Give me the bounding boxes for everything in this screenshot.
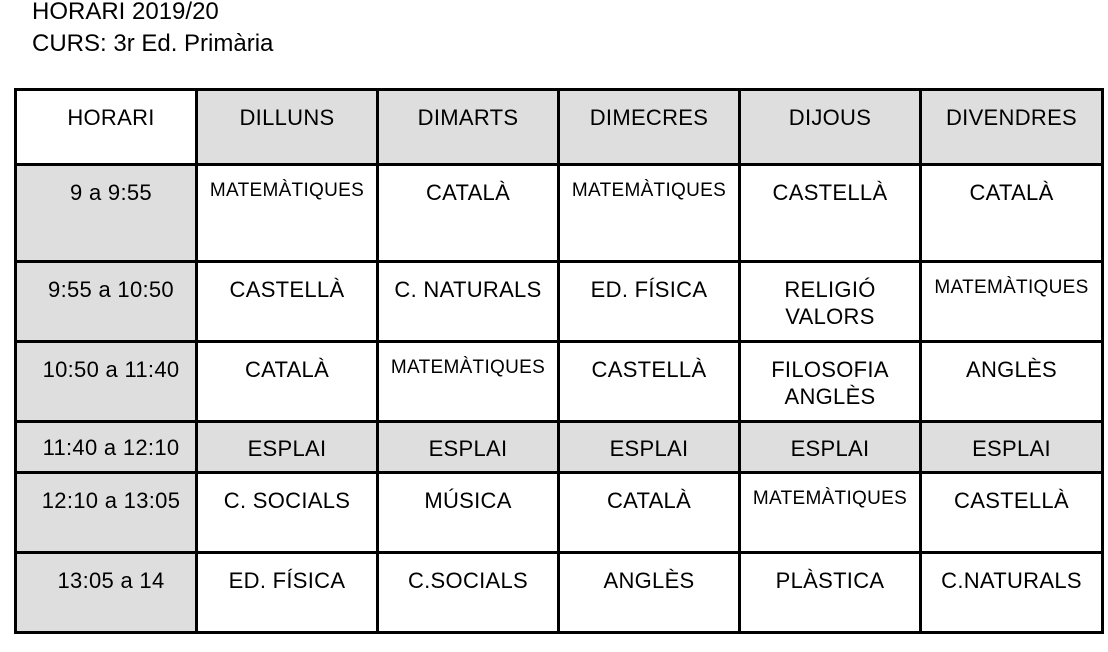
subject-name: CATALÀ — [425, 180, 511, 205]
subject-cell — [559, 262, 740, 342]
header-row — [16, 90, 1103, 165]
subject-cell — [921, 422, 1103, 473]
subject-name: C. SOCIALS — [223, 488, 351, 513]
subject-cell — [921, 262, 1103, 342]
subject-cell — [197, 342, 378, 422]
subject-name: MATEMÀTIQUES — [390, 357, 546, 378]
subject-cell — [559, 422, 740, 473]
document-header — [32, 0, 273, 60]
subject-name: ED. FÍSICA — [228, 568, 346, 593]
subject-cell — [740, 422, 921, 473]
subject-name: ESPLAI — [247, 436, 327, 461]
subject-cell — [197, 422, 378, 473]
subject-name: ESPLAI — [428, 436, 508, 461]
day-header: DIVENDRES — [921, 90, 1103, 165]
subject-name: C. NATURALS — [394, 277, 542, 302]
subject-name: FILOSOFIA — [771, 357, 889, 382]
subject-cell — [740, 165, 921, 262]
schedule-title: HORARI 2019/20 — [32, 0, 219, 25]
subject-name: ANGLÈS — [784, 384, 876, 409]
subject-name: CATALÀ — [244, 357, 330, 382]
subject-cell — [921, 342, 1103, 422]
subject-cell — [378, 342, 559, 422]
subject-name: CASTELLÀ — [954, 488, 1069, 513]
time-slot: 9 a 9:55 — [16, 165, 197, 262]
subject-cell — [378, 262, 559, 342]
subject-cell — [559, 165, 740, 262]
subject-name: ANGLÈS — [603, 568, 695, 593]
subject-name: CATALÀ — [606, 488, 692, 513]
subject-name: CATALÀ — [969, 180, 1054, 205]
course-label: CURS: 3r Ed. Primària — [32, 30, 274, 57]
subject-cell — [378, 473, 559, 553]
subject-name: C.NATURALS — [941, 568, 1082, 593]
subject-cell — [378, 553, 559, 633]
subject-name: CASTELLÀ — [591, 357, 707, 382]
time-slot: 10:50 a 11:40 — [16, 342, 197, 422]
subject-name: ESPLAI — [609, 436, 689, 461]
subject-cell — [559, 342, 740, 422]
time-slot: 13:05 a 14 — [16, 553, 197, 633]
subject-cell — [197, 165, 378, 262]
subject-name: CASTELLÀ — [772, 180, 888, 205]
period-row — [16, 262, 1103, 342]
subject-cell — [921, 473, 1103, 553]
subject-name: ED. FÍSICA — [590, 277, 708, 302]
day-header: DIJOUS — [740, 90, 921, 165]
subject-name: MATEMÀTIQUES — [209, 180, 365, 201]
subject-cell — [197, 473, 378, 553]
subject-cell — [197, 262, 378, 342]
subject-name: PLÀSTICA — [775, 568, 885, 593]
subject-cell — [740, 342, 921, 422]
subject-cell — [740, 473, 921, 553]
subject-name: ESPLAI — [790, 436, 870, 461]
subject-name: MÚSICA — [424, 488, 512, 513]
corner-label: HORARI — [16, 90, 197, 165]
subject-name: MATEMÀTIQUES — [752, 488, 908, 509]
subject-cell — [559, 553, 740, 633]
subject-name: VALORS — [785, 304, 875, 329]
time-slot: 9:55 a 10:50 — [16, 262, 197, 342]
time-slot: 12:10 a 13:05 — [16, 473, 197, 553]
subject-name: C.SOCIALS — [407, 568, 529, 593]
day-header: DIMARTS — [378, 90, 559, 165]
period-row — [16, 342, 1103, 422]
subject-name: RELIGIÓ — [784, 277, 876, 302]
subject-name: CASTELLÀ — [229, 277, 345, 302]
subject-name: MATEMÀTIQUES — [934, 277, 1089, 298]
subject-cell — [740, 553, 921, 633]
period-row — [16, 473, 1103, 553]
subject-name: ESPLAI — [972, 436, 1051, 461]
subject-cell — [921, 165, 1103, 262]
subject-cell — [378, 422, 559, 473]
period-row — [16, 165, 1103, 262]
subject-name: ANGLÈS — [965, 357, 1058, 382]
subject-cell — [197, 553, 378, 633]
day-header: DIMECRES — [559, 90, 740, 165]
subject-cell — [378, 165, 559, 262]
break-row — [16, 422, 1103, 473]
timetable — [14, 88, 1104, 634]
subject-cell — [740, 262, 921, 342]
subject-name: MATEMÀTIQUES — [571, 180, 727, 201]
subject-cell — [559, 473, 740, 553]
time-slot: 11:40 a 12:10 — [16, 422, 197, 473]
day-header: DILLUNS — [197, 90, 378, 165]
period-row — [16, 553, 1103, 633]
subject-cell — [921, 553, 1103, 633]
